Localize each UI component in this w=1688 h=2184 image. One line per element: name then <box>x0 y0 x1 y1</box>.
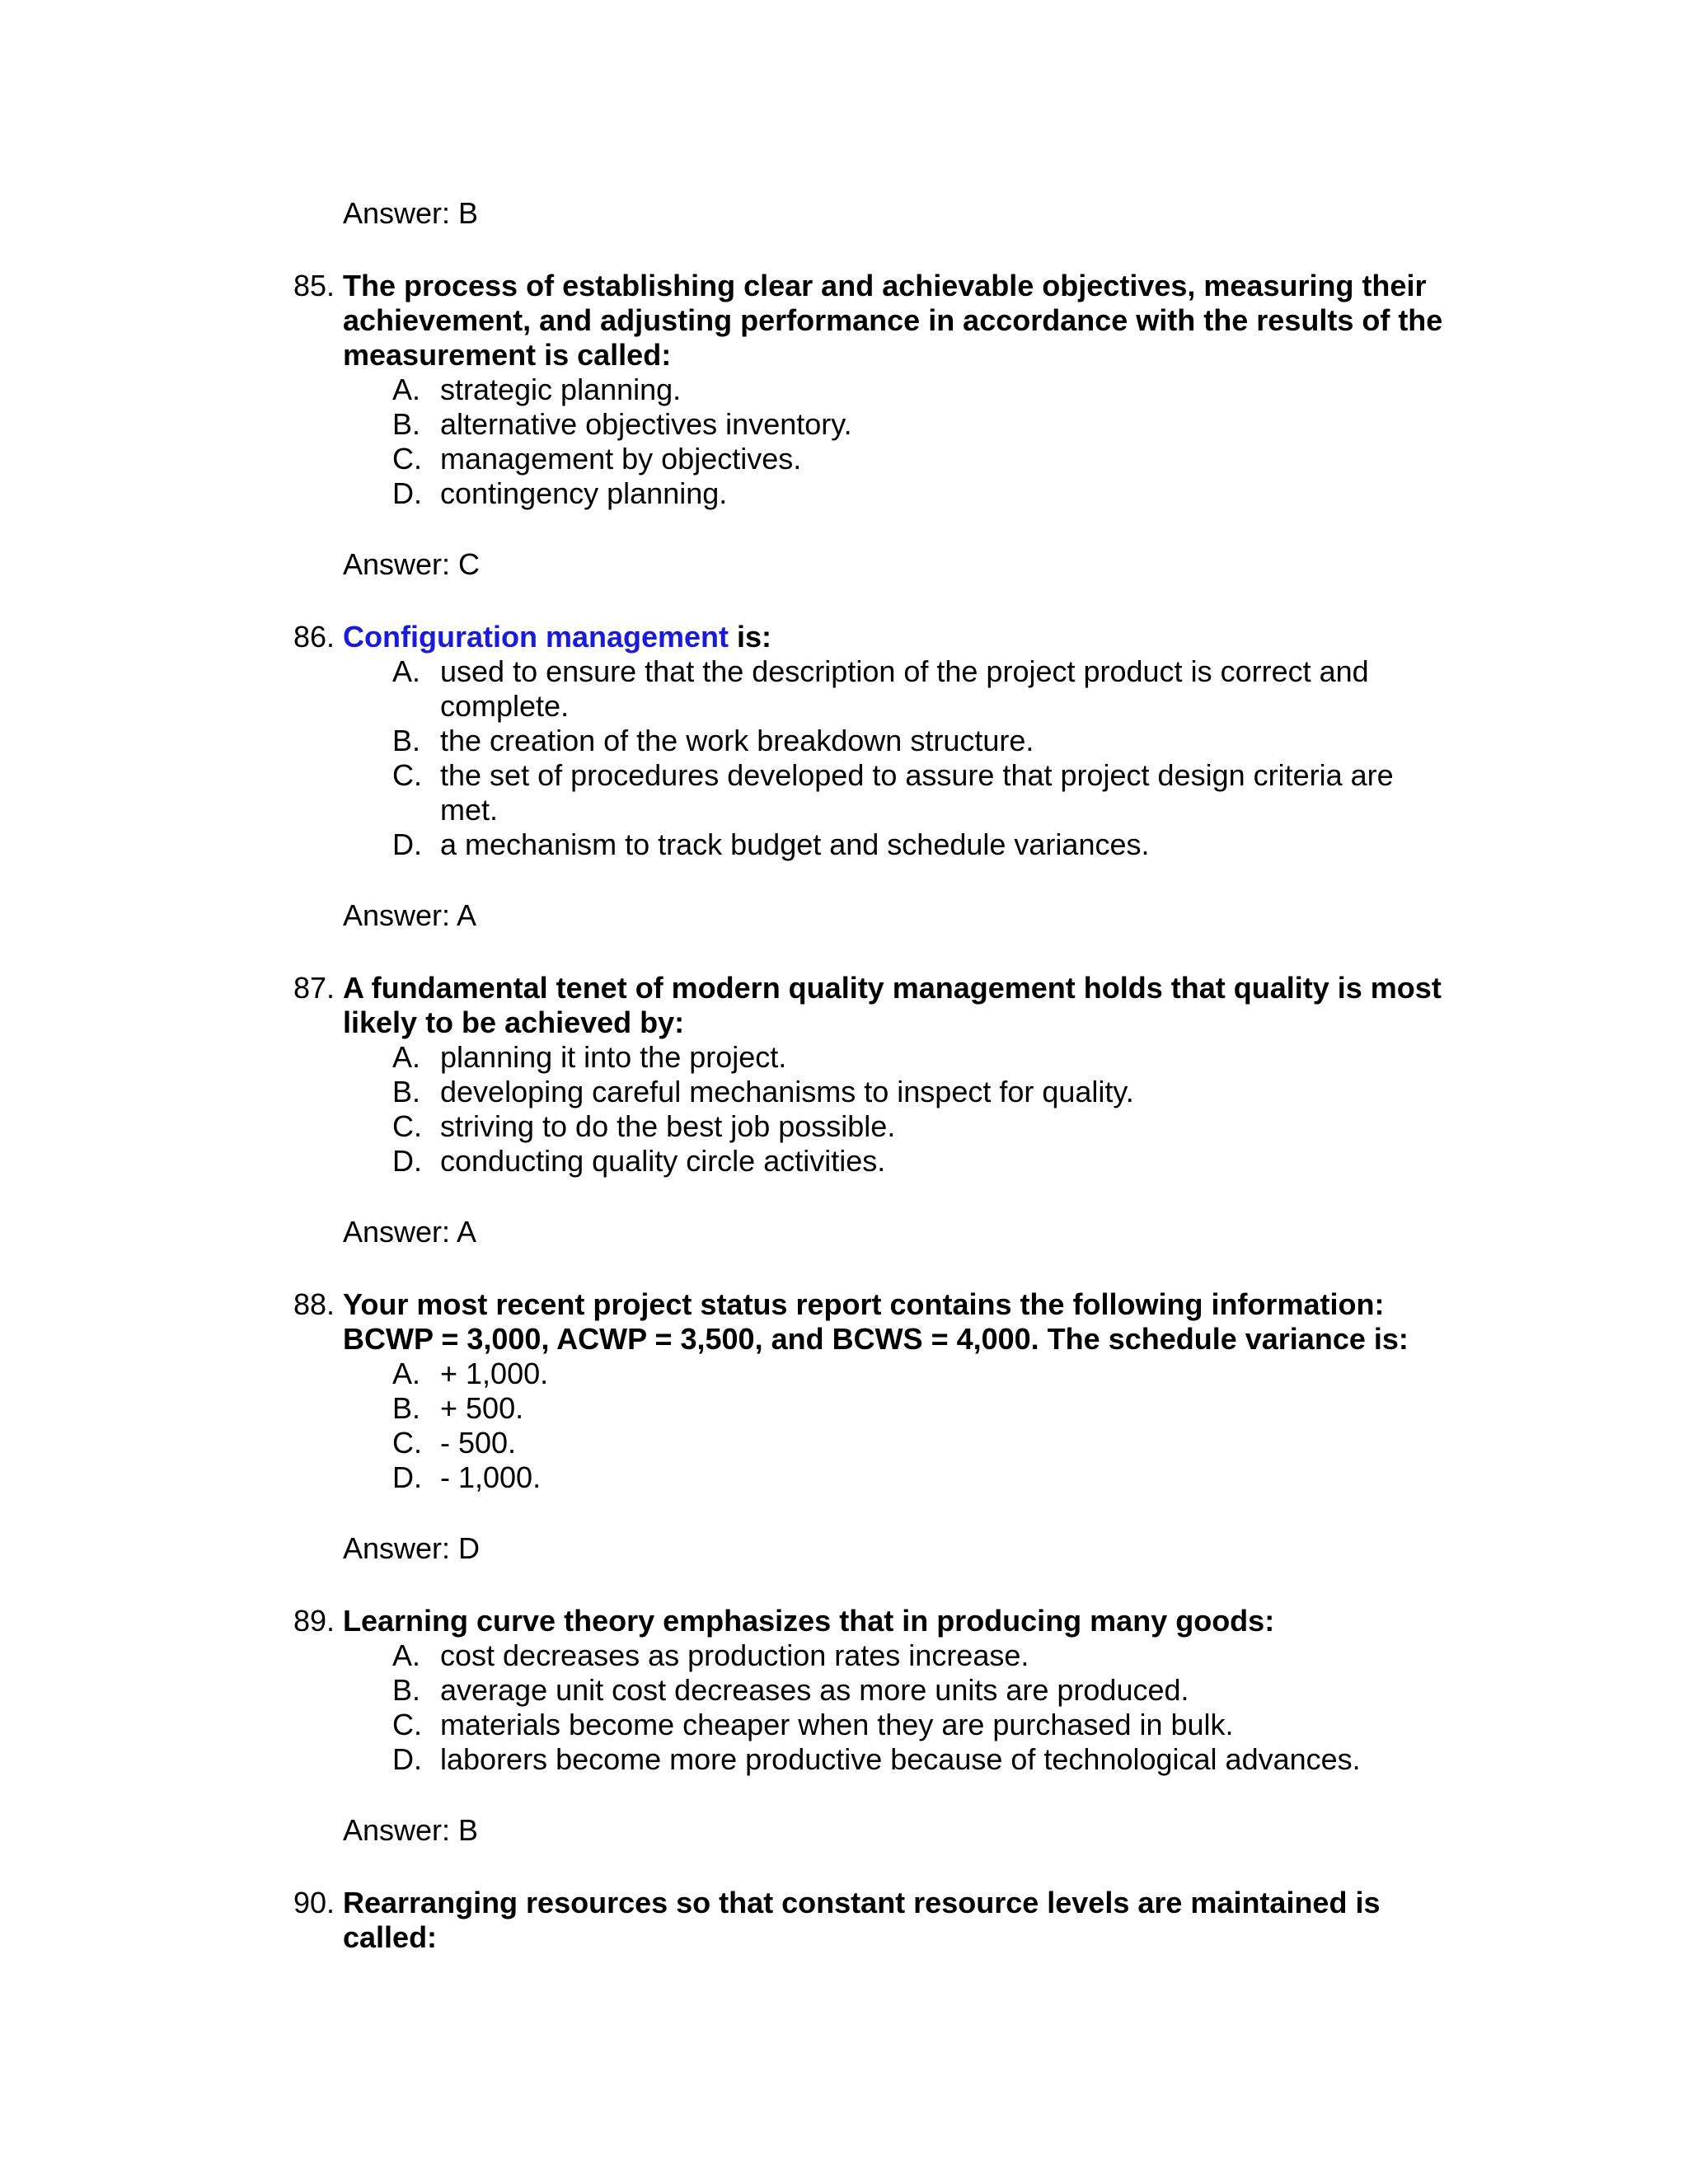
option-letter: C. <box>392 1109 422 1143</box>
option-letter: B. <box>392 724 421 757</box>
question-stem <box>293 971 1447 1040</box>
option-list <box>293 1040 1447 1179</box>
option-b <box>293 1075 1447 1109</box>
question-88 <box>293 1287 1447 1495</box>
question-89 <box>293 1604 1447 1777</box>
option-text: strategic planning. <box>440 373 682 406</box>
question-text: Learning curve theory emphasizes that in producing many goods: <box>343 1604 1275 1638</box>
answer-84: Answer: B <box>343 196 479 230</box>
option-list <box>293 654 1447 862</box>
question-85 <box>293 269 1447 511</box>
question-87 <box>293 971 1447 1179</box>
option-letter: C. <box>392 758 422 792</box>
option-letter: B. <box>392 1673 421 1707</box>
question-text: Rearranging resources so that constant resource levels are maintained is called: <box>343 1886 1381 1954</box>
option-text: - 1,000. <box>440 1460 542 1494</box>
option-text: average unit cost decreases as more units are produced. <box>440 1673 1189 1707</box>
option-c <box>293 1708 1447 1742</box>
question-number: 90. <box>293 1886 335 1919</box>
question-text: The process of establishing clear and achievable objectives, measuring their achievement, and adjusting performance in accordance with the results of the measurement is called: <box>343 269 1443 372</box>
option-letter: D. <box>392 1460 422 1494</box>
option-c <box>293 1426 1447 1460</box>
option-b <box>293 1673 1447 1708</box>
option-letter: C. <box>392 1426 422 1460</box>
option-letter: D. <box>392 476 422 510</box>
option-a <box>293 373 1447 407</box>
option-text: management by objectives. <box>440 442 802 476</box>
option-letter: A. <box>392 373 421 406</box>
answer-89: Answer: B <box>343 1813 479 1847</box>
option-list <box>293 373 1447 511</box>
option-text: developing careful mechanisms to inspect for quality. <box>440 1075 1134 1108</box>
option-text: alternative objectives inventory. <box>440 407 852 441</box>
question-text-rest: is: <box>729 620 772 654</box>
question-86 <box>293 620 1447 862</box>
answer-88: Answer: D <box>343 1531 481 1565</box>
option-list <box>293 1638 1447 1777</box>
question-stem <box>293 1287 1447 1357</box>
option-d <box>293 1460 1447 1495</box>
option-d <box>293 1144 1447 1179</box>
option-text: a mechanism to track budget and schedule variances. <box>440 827 1150 861</box>
option-text: cost decreases as production rates increase. <box>440 1638 1029 1672</box>
option-b <box>293 1391 1447 1426</box>
option-d <box>293 476 1447 511</box>
option-text: planning it into the project. <box>440 1040 787 1074</box>
question-number: 88. <box>293 1287 335 1321</box>
option-letter: B. <box>392 1075 421 1108</box>
option-letter: D. <box>392 1742 422 1776</box>
option-list <box>293 1357 1447 1495</box>
question-90 <box>293 1886 1447 1955</box>
option-text: the set of procedures developed to assure that project design criteria are met. <box>440 758 1394 827</box>
option-text: conducting quality circle activities. <box>440 1144 886 1178</box>
option-text: striving to do the best job possible. <box>440 1109 896 1143</box>
answer-86: Answer: A <box>343 898 477 932</box>
question-number: 86. <box>293 620 335 654</box>
option-letter: D. <box>392 1144 422 1178</box>
question-text: A fundamental tenet of modern quality management holds that quality is most likely to be achieved by: <box>343 971 1442 1039</box>
option-text: materials become cheaper when they are purchased in bulk. <box>440 1708 1234 1741</box>
option-b <box>293 724 1447 758</box>
option-letter: A. <box>392 1040 421 1074</box>
option-letter: A. <box>392 1357 421 1390</box>
option-c <box>293 1109 1447 1144</box>
option-text: laborers become more productive because of technological advances. <box>440 1742 1361 1776</box>
option-text: + 1,000. <box>440 1357 549 1390</box>
answer-85: Answer: C <box>343 547 481 581</box>
question-stem <box>293 1886 1447 1955</box>
question-text: Your most recent project status report contains the following information: BCWP = 3,000, ACWP = 3,500, and BCWS = 4,000. The schedule variance is: <box>343 1287 1409 1356</box>
option-text: used to ensure that the description of the project product is correct and complete. <box>440 654 1369 723</box>
option-letter: B. <box>392 1391 421 1425</box>
question-number: 89. <box>293 1604 335 1638</box>
highlighted-term: Configuration management <box>343 620 729 654</box>
option-d <box>293 1742 1447 1777</box>
option-a <box>293 1357 1447 1391</box>
option-a <box>293 654 1447 724</box>
option-c <box>293 758 1447 827</box>
option-letter: C. <box>392 442 422 476</box>
question-number: 87. <box>293 971 335 1005</box>
option-b <box>293 407 1447 442</box>
question-number: 85. <box>293 269 335 302</box>
option-letter: B. <box>392 407 421 441</box>
option-letter: A. <box>392 1638 421 1672</box>
option-letter: A. <box>392 654 421 688</box>
option-a <box>293 1040 1447 1075</box>
option-text: - 500. <box>440 1426 517 1460</box>
option-c <box>293 442 1447 476</box>
option-text: contingency planning. <box>440 476 728 510</box>
option-a <box>293 1638 1447 1673</box>
option-letter: C. <box>392 1708 422 1741</box>
answer-87: Answer: A <box>343 1215 477 1249</box>
option-text: the creation of the work breakdown structure. <box>440 724 1034 757</box>
question-stem <box>293 269 1447 373</box>
question-stem <box>293 1604 1447 1638</box>
question-text <box>343 620 1447 654</box>
option-letter: D. <box>392 827 422 861</box>
option-d <box>293 827 1447 862</box>
question-stem <box>293 620 1447 654</box>
option-text: + 500. <box>440 1391 524 1425</box>
